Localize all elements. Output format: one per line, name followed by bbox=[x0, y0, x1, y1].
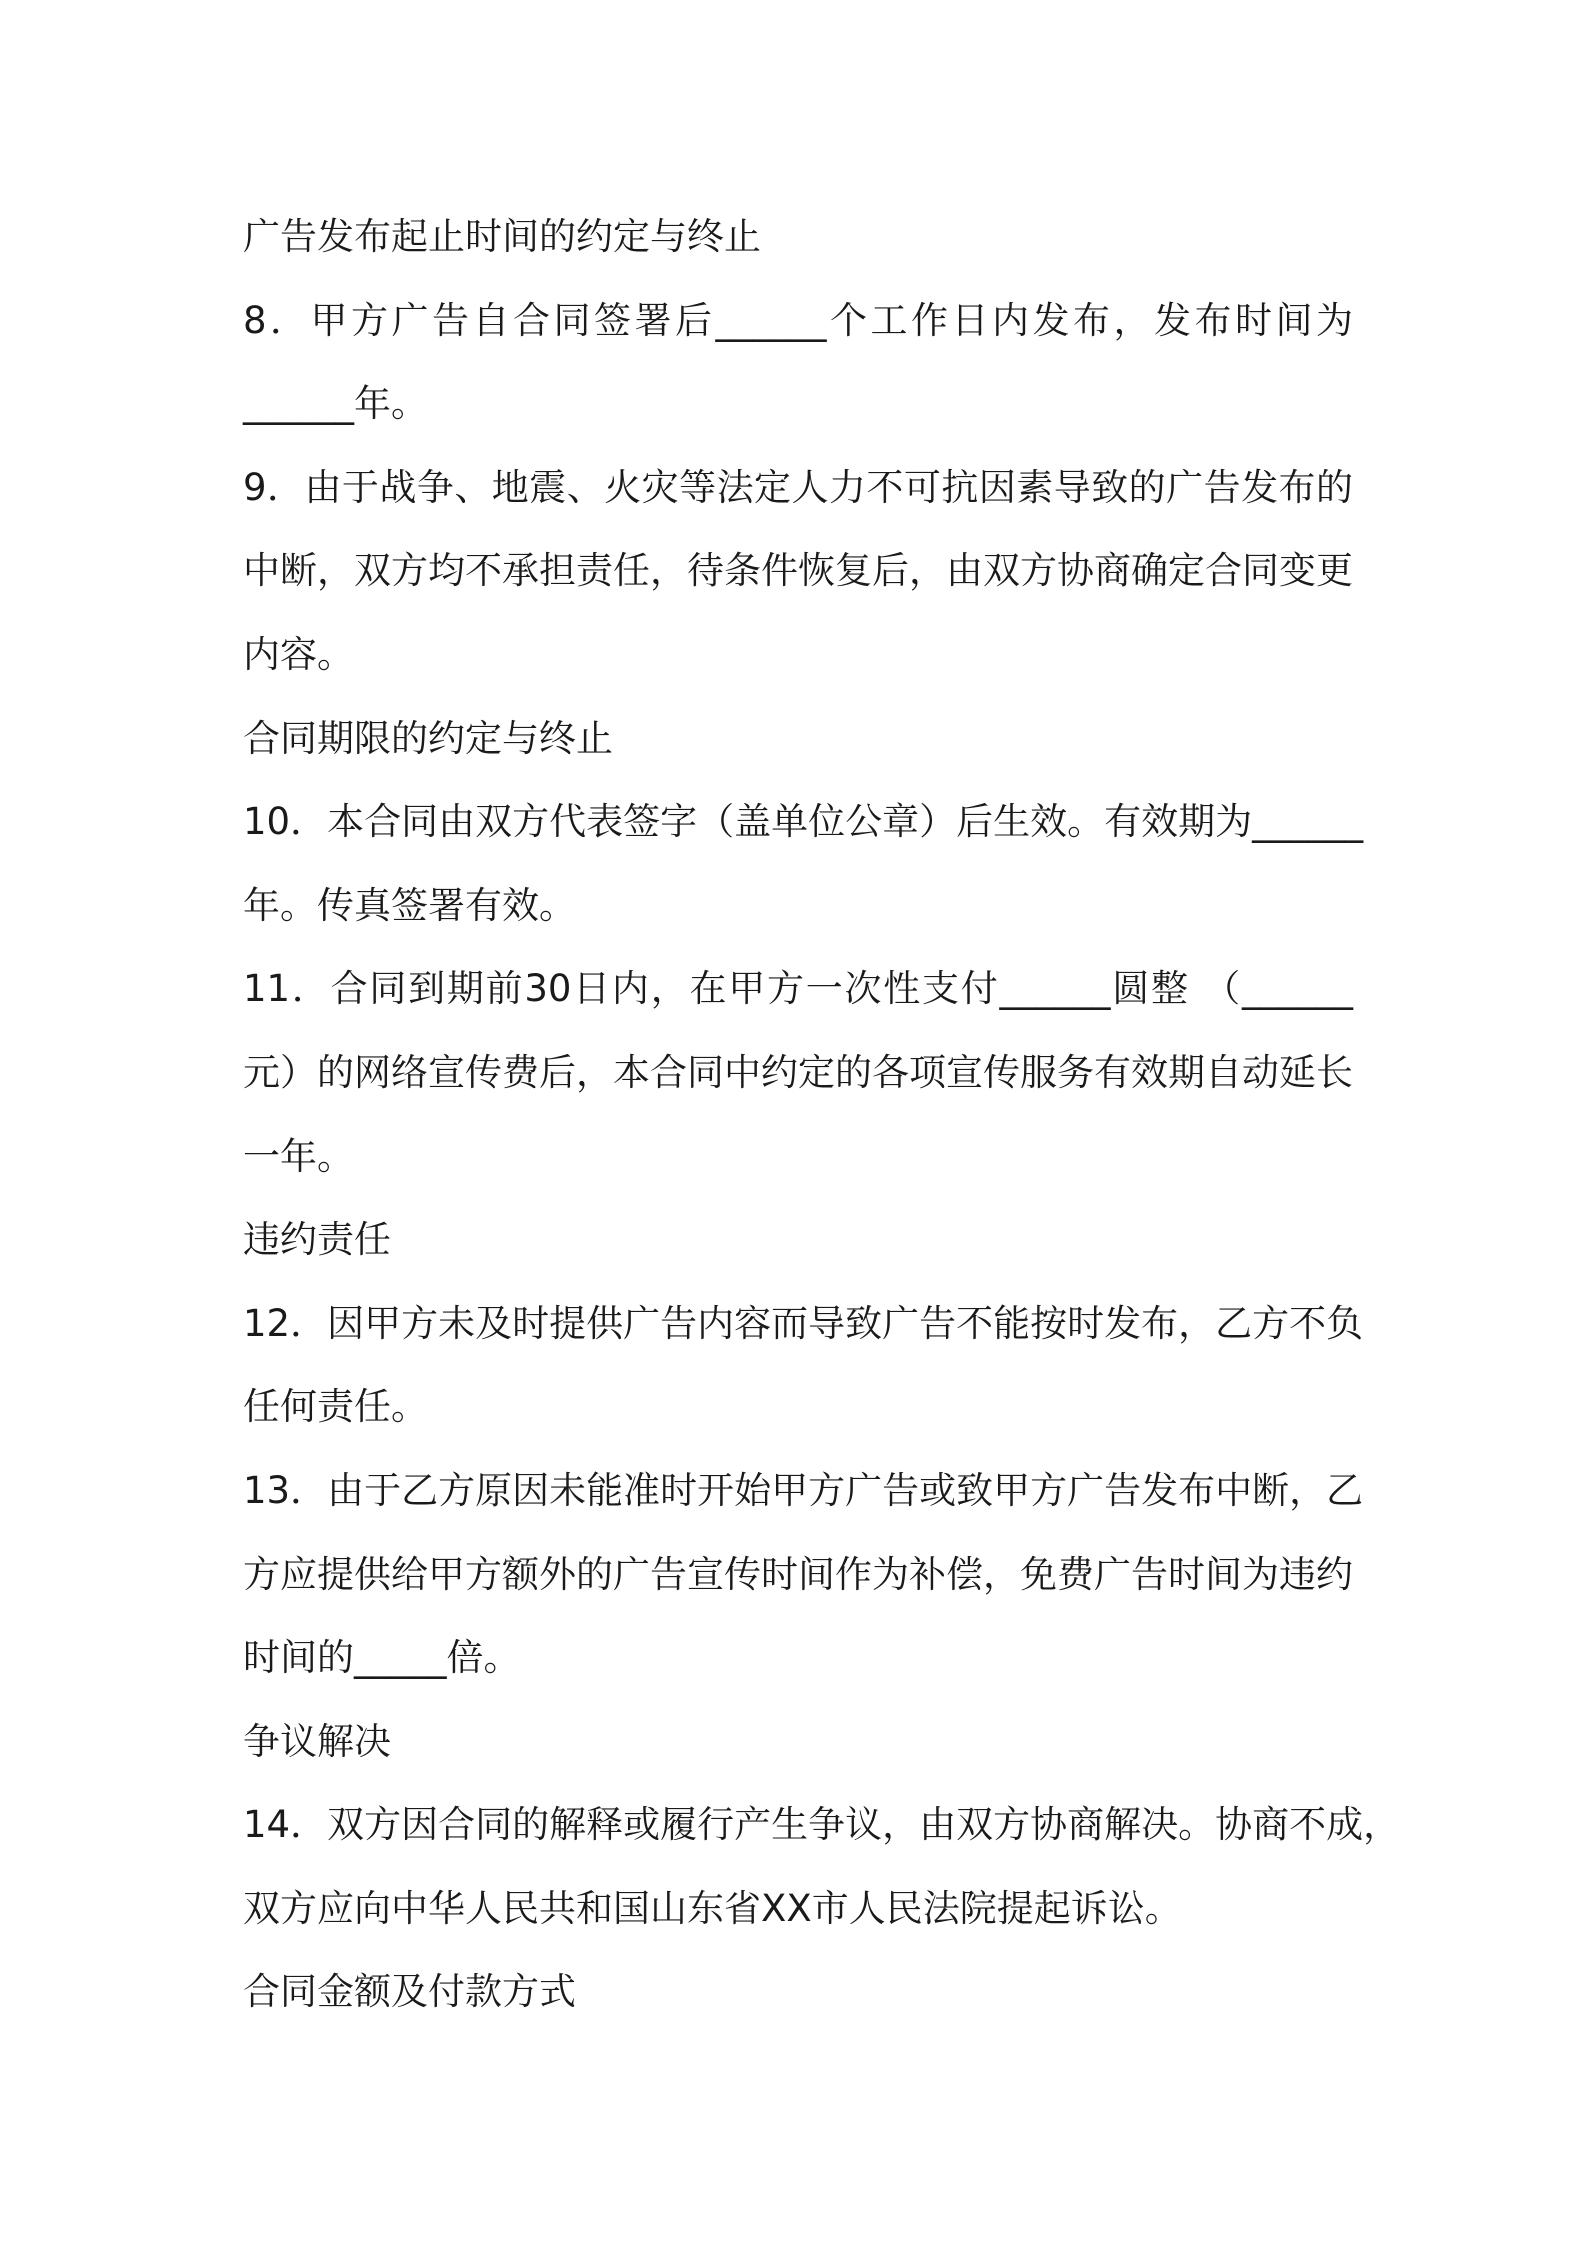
contract-clause bbox=[243, 1282, 1364, 1449]
clause-line: 年。传真签署有效。 bbox=[243, 883, 576, 927]
heading-text: 违约责任 bbox=[243, 1218, 391, 1262]
clause-line: 时间的_____倍。 bbox=[243, 1636, 521, 1680]
clause-line: 元）的网络宣传费后，本合同中约定的各项宣传服务有效期自动延长 bbox=[243, 1050, 1353, 1094]
clause-line: 中断，双方均不承担责任，待条件恢复后，由双方协商确定合同变更 bbox=[243, 549, 1353, 593]
section-heading bbox=[243, 195, 1353, 279]
heading-text: 合同金额及付款方式 bbox=[243, 1970, 576, 2014]
contract-clause bbox=[243, 279, 1353, 446]
contract-clause bbox=[243, 947, 1353, 1198]
section-heading bbox=[243, 1950, 1353, 2034]
clause-line: 任何责任。 bbox=[243, 1385, 428, 1429]
section-heading bbox=[243, 1198, 1353, 1282]
clause-line: 8．甲方广告自合同签署后______个工作日内发布，发布时间为 bbox=[243, 298, 1353, 342]
section-heading bbox=[243, 1700, 1353, 1784]
clause-line: 11．合同到期前30日内，在甲方一次性支付______圆整 （______ bbox=[243, 967, 1353, 1011]
clause-line: 一年。 bbox=[243, 1134, 354, 1178]
contract-clause bbox=[243, 446, 1353, 697]
contract-text bbox=[243, 195, 1401, 2034]
contract-clause bbox=[243, 780, 1364, 947]
clause-line: 双方应向中华人民共和国山东省XX市人民法院提起诉讼。 bbox=[243, 1886, 1182, 1930]
heading-text: 广告发布起止时间的约定与终止 bbox=[243, 215, 761, 258]
heading-text: 争议解决 bbox=[243, 1719, 391, 1763]
clause-line: 9．由于战争、地震、火灾等法定人力不可抗因素导致的广告发布的 bbox=[243, 465, 1353, 509]
section-heading bbox=[243, 697, 1353, 781]
clause-line: 14．双方因合同的解释或履行产生争议，由双方协商解决。协商不成， bbox=[243, 1803, 1401, 1847]
clause-line: ______年。 bbox=[243, 382, 428, 426]
contract-clause bbox=[243, 1449, 1364, 1700]
heading-text: 合同期限的约定与终止 bbox=[243, 716, 613, 760]
clause-line: 10．本合同由双方代表签字（盖单位公章）后生效。有效期为______ bbox=[243, 800, 1364, 844]
clause-line: 内容。 bbox=[243, 632, 354, 676]
contract-clause bbox=[243, 1783, 1401, 1950]
clause-line: 方应提供给甲方额外的广告宣传时间作为补偿，免费广告时间为违约 bbox=[243, 1552, 1353, 1596]
clause-line: 12．因甲方未及时提供广告内容而导致广告不能按时发布，乙方不负 bbox=[243, 1301, 1364, 1345]
clause-line: 13．由于乙方原因未能准时开始甲方广告或致甲方广告发布中断，乙 bbox=[243, 1468, 1364, 1512]
